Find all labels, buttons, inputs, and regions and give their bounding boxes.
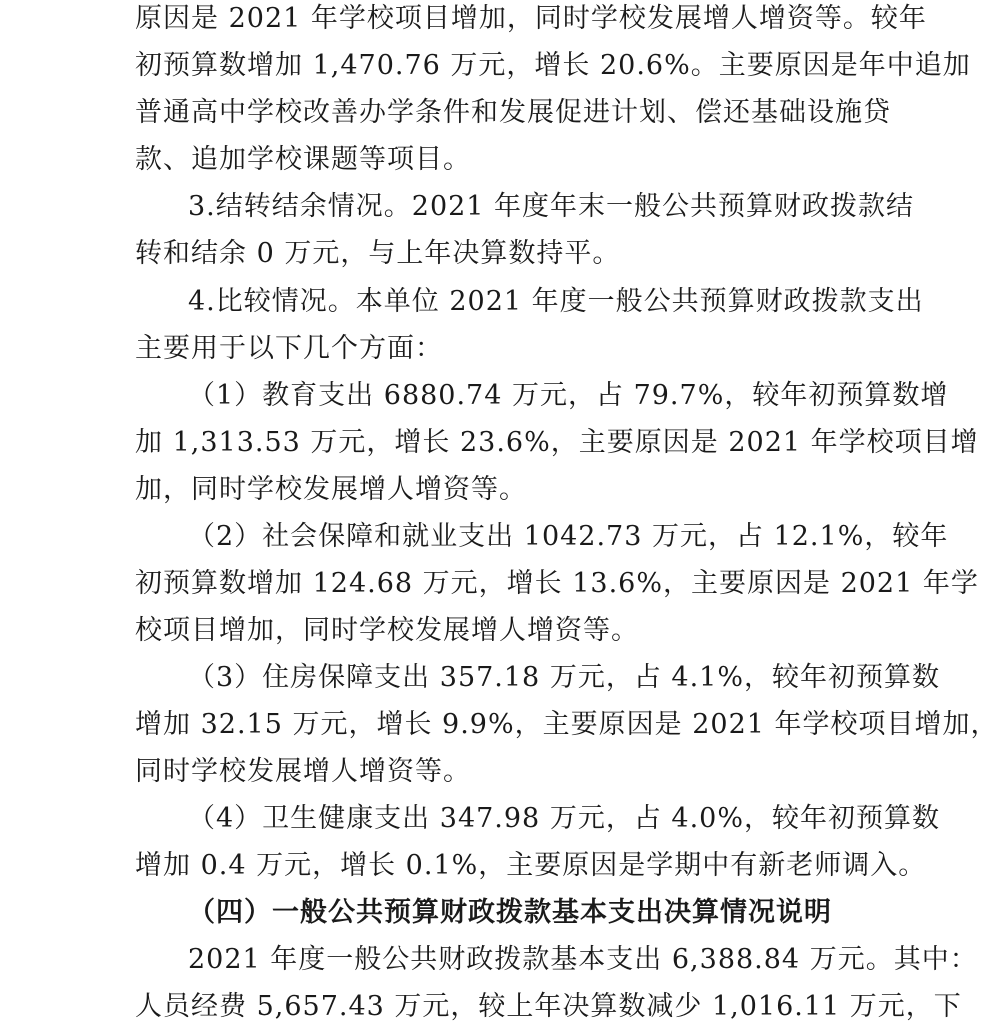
text-line: 初预算数增加 1,470.76 万元，增长 20.6%。主要原因是年中追加: [135, 50, 971, 81]
text-line: 校项目增加，同时学校发展增人增资等。: [135, 615, 639, 646]
paragraph-heading: 4.比较情况。本单位 2021 年度一般公共预算财政拨款支出: [188, 286, 924, 317]
text-line: 增加 32.15 万元，增长 9.9%，主要原因是 2021 年学校项目增加，: [135, 709, 999, 740]
paragraph-heading: 3.结转结余情况。2021 年度年末一般公共预算财政拨款结: [188, 191, 915, 222]
list-item-3: （3）住房保障支出 357.18 万元，占 4.1%，较年初预算数: [188, 662, 940, 693]
text-line: 加，同时学校发展增人增资等。: [135, 474, 527, 505]
text-line: 增加 0.4 万元，增长 0.1%，主要原因是学期中有新老师调入。: [135, 850, 927, 881]
text-line: 加 1,313.53 万元，增长 23.6%，主要原因是 2021 年学校项目增: [135, 427, 979, 458]
section-heading: （四）一般公共预算财政拨款基本支出决算情况说明: [188, 897, 832, 928]
text-line: 普通高中学校改善办学条件和发展促进计划、偿还基础设施贷: [135, 97, 891, 128]
text-line: 同时学校发展增人增资等。: [135, 756, 471, 787]
list-item-2: （2）社会保障和就业支出 1042.73 万元，占 12.1%，较年: [188, 521, 949, 552]
text-line: 主要用于以下几个方面：: [135, 333, 443, 364]
text-line: 2021 年度一般公共财政拨款基本支出 6,388.84 万元。其中：: [188, 944, 978, 975]
text-line: 初预算数增加 124.68 万元，增长 13.6%，主要原因是 2021 年学: [135, 568, 979, 599]
text-line: 原因是 2021 年学校项目增加，同时学校发展增人增资等。较年: [135, 3, 927, 34]
text-line: 转和结余 0 万元，与上年决算数持平。: [135, 238, 621, 269]
list-item-4: （4）卫生健康支出 347.98 万元，占 4.0%，较年初预算数: [188, 803, 940, 834]
list-item-1: （1）教育支出 6880.74 万元，占 79.7%，较年初预算数增: [188, 380, 949, 411]
text-line: 款、追加学校课题等项目。: [135, 144, 471, 175]
text-line: 人员经费 5,657.43 万元，较上年决算数减少 1,016.11 万元，下: [135, 991, 962, 1022]
